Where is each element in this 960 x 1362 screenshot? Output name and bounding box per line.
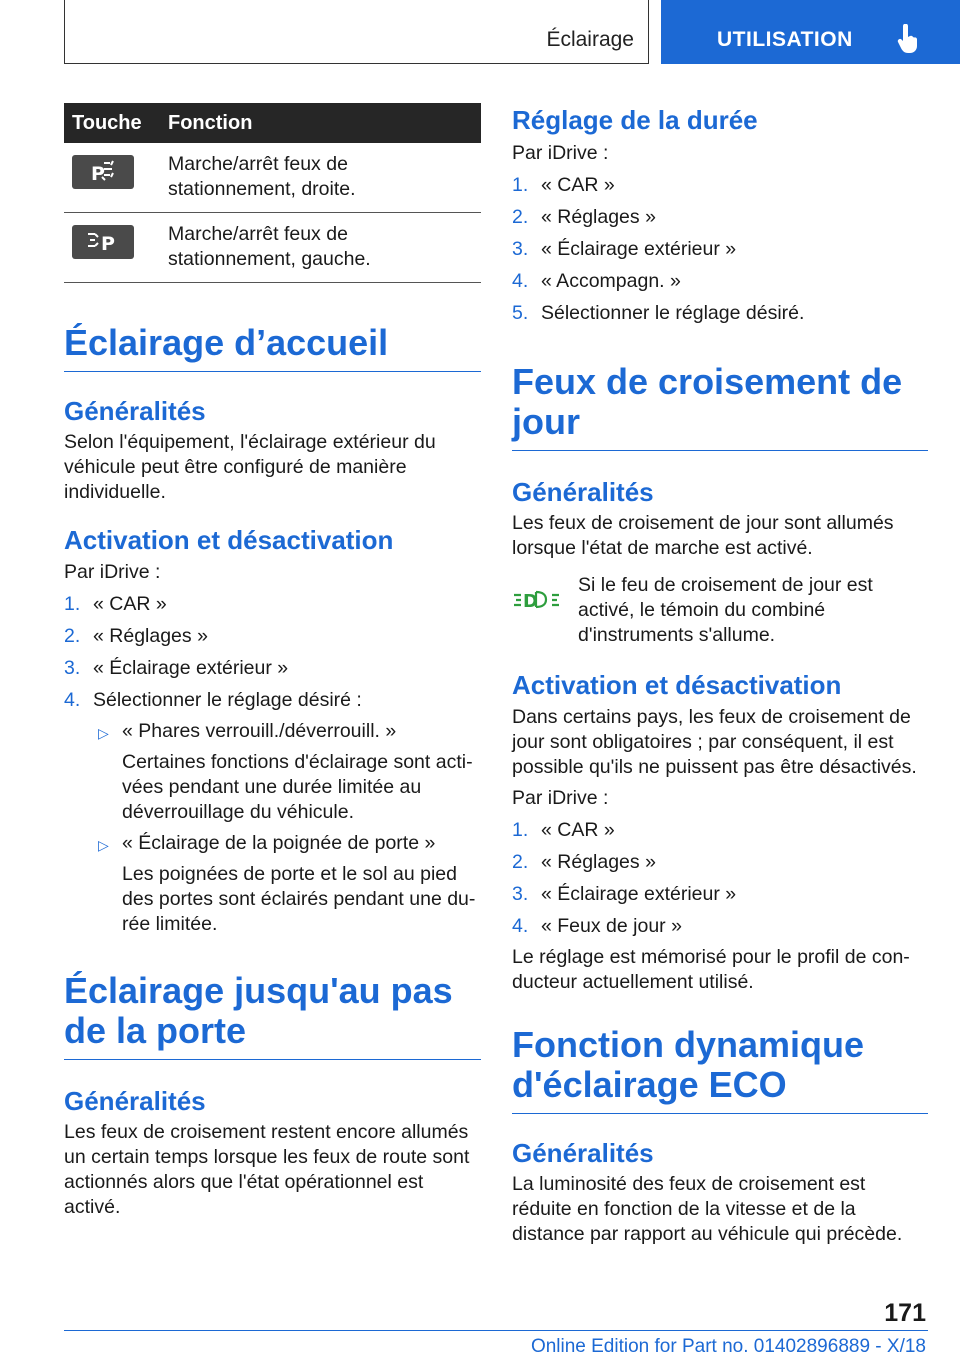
welcome-activation-heading: Activation et désactivation [64, 525, 394, 555]
table-cell-function: Marche/arrêt feux de stationnement, droite. [160, 143, 481, 213]
welcome-light-title: Éclairage d’accueil [64, 323, 481, 372]
daytime-running-light-icon [512, 573, 578, 648]
footer-edition: Online Edition for Part no. 01402896889 - X/18 [530, 1336, 926, 1357]
right-column [512, 103, 928, 1247]
daytime-general-text: Les feux de croisement de jour sont allumés lorsque l'état de marche est activé. [512, 512, 894, 559]
table-row [64, 143, 481, 213]
daytime-steps-list [512, 818, 928, 939]
parking-light-right-icon [72, 155, 134, 189]
duration-via-idrive: Par iDrive : [512, 142, 609, 164]
header-section-box [64, 0, 649, 64]
eco-light-title: Fonction dynamique d'éclairage ECO [512, 1025, 928, 1114]
list-item: 3. « Éclairage extérieur » [512, 883, 737, 905]
doorstep-general-heading: Généralités [64, 1086, 206, 1116]
daytime-note [512, 573, 928, 648]
list-item: 2. « Réglages » [64, 625, 208, 647]
welcome-options-list [93, 719, 481, 937]
list-item: 2. « Réglages » [512, 851, 656, 873]
daytime-via-idrive: Par iDrive : [512, 787, 609, 809]
list-item: 3. « Éclairage extérieur » [512, 238, 737, 260]
list-item: 4. Sélectionner le réglage désiré : ▷ « Phares verrouill./déverrouill. » Certaines fonctions d'éclairage sont activées pendant une durée limitée au déverrouillage du véhicule. ▷ « Éclairage de la poignée de porte » Les poignées de porte et le sol au pied des portes sont éclairés pendant une durée limitée. [64, 688, 481, 937]
parking-light-left-icon [72, 225, 134, 259]
section-title: Éclairage [546, 28, 634, 51]
triangle-bullet-icon: ▷ [98, 725, 109, 741]
duration-steps-list [512, 173, 928, 326]
eco-general-heading: Généralités [512, 1138, 654, 1168]
list-item: 3. « Éclairage extérieur » [64, 657, 289, 679]
daytime-activation-heading: Activation et désactivation [512, 670, 842, 700]
list-item: 1. « CAR » [512, 819, 615, 841]
table-cell-function: Marche/arrêt feux de stationnement, gauche. [160, 213, 481, 283]
doorstep-light-title: Éclairage jusqu'au pas de la porte [64, 971, 481, 1060]
list-item: 1. « CAR » [64, 593, 167, 615]
daytime-activation-text: Dans certains pays, les feux de croisement de jour sont obligatoires ; par conséquent, il est possible qu'ils ne puissent pas être désactivés. [512, 706, 917, 778]
daytime-light-title: Feux de croisement de jour [512, 362, 928, 451]
table-header-key: Touche [64, 103, 160, 143]
list-item: ▷ « Phares verrouill./déverrouill. » Certaines fonctions d'éclairage sont activées pendant une durée limitée au déverrouillage du véhicule. [98, 720, 473, 823]
header-chapter-tab [661, 0, 960, 64]
list-item: 4. « Feux de jour » [512, 915, 682, 937]
key-function-table [64, 103, 481, 283]
welcome-steps-list [64, 592, 481, 937]
list-item: 2. « Réglages » [512, 206, 656, 228]
daytime-note-text: Si le feu de croisement de jour est activé, le témoin du combiné d'instruments s'allume. [578, 574, 873, 646]
duration-heading: Réglage de la durée [512, 105, 758, 135]
list-item: ▷ « Éclairage de la poignée de porte » Les poignées de porte et le sol au pied des portes sont éclairés pendant une durée limitée. [98, 832, 476, 935]
page-number: 171 [884, 1299, 926, 1327]
table-row [64, 213, 481, 283]
welcome-via-idrive: Par iDrive : [64, 561, 161, 583]
table-header-function: Fonction [160, 103, 481, 143]
list-item: 4. « Accompagn. » [512, 270, 681, 292]
welcome-general-text: Selon l'équipement, l'éclairage extérieur du véhicule peut être configuré de manière individuelle. [64, 431, 436, 503]
daytime-stored-text: Le réglage est mémorisé pour le profil de conducteur actuellement utilisé. [512, 946, 910, 993]
triangle-bullet-icon: ▷ [98, 837, 109, 853]
pointing-hand-icon [897, 24, 919, 54]
welcome-general-heading: Généralités [64, 396, 206, 426]
footer-divider [64, 1330, 928, 1331]
list-item: 1. « CAR » [512, 174, 615, 196]
chapter-title: UTILISATION [717, 28, 853, 51]
list-item: 5. Sélectionner le réglage désiré. [512, 302, 805, 324]
svg-text:D: D [523, 591, 538, 612]
doorstep-general-text: Les feux de croisement restent encore allumés un certain temps lorsque les feux de route sont actionnés alors que l'état opérationnel est activé. [64, 1121, 470, 1218]
daytime-general-heading: Généralités [512, 477, 654, 507]
left-column [64, 103, 481, 1220]
svg-text:P: P [91, 163, 105, 185]
eco-general-text: La luminosité des feux de croisement est réduite en fonction de la vitesse et de la distance par rapport au véhicule qui précède. [512, 1173, 903, 1245]
svg-text:P: P [101, 233, 115, 255]
